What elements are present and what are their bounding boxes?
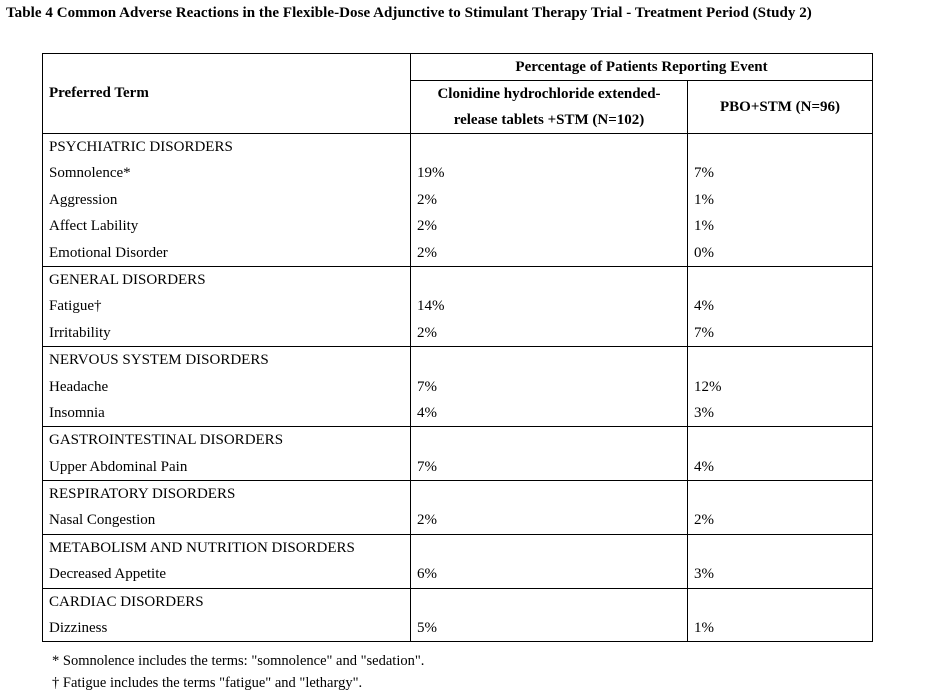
placebo-cell — [688, 134, 873, 267]
adverse-reactions-table — [42, 53, 873, 642]
header-clonidine-label: Clonidine hydrochloride extended-release tablets +STM (N=102) — [437, 86, 661, 128]
term-cell — [43, 481, 411, 535]
blank-line — [688, 134, 872, 160]
preferred-term: Affect Lability — [49, 218, 139, 235]
placebo-cell — [688, 266, 873, 346]
preferred-term: Aggression — [49, 191, 118, 208]
placebo-cell — [688, 534, 873, 588]
section-nervous-system-disorders — [43, 347, 873, 427]
section-heading: GASTROINTESTINAL DISORDERS — [49, 432, 284, 449]
preferred-term: Insomnia — [49, 404, 105, 421]
placebo-percentage: 2% — [694, 512, 714, 529]
term-cell — [43, 266, 411, 346]
blank-line — [411, 347, 687, 373]
clonidine-cell — [411, 427, 688, 481]
table-body — [43, 134, 873, 642]
preferred-term: Upper Abdominal Pain — [49, 458, 188, 475]
section-heading: METABOLISM AND NUTRITION DISORDERS — [49, 539, 355, 556]
blank-line — [688, 589, 872, 615]
placebo-percentage: 3% — [694, 566, 714, 583]
section-gastrointestinal-disorders — [43, 427, 873, 481]
placebo-cell — [688, 347, 873, 427]
section-heading: PSYCHIATRIC DISORDERS — [49, 139, 233, 155]
clonidine-percentage: 6% — [417, 566, 437, 583]
clonidine-percentage: 14% — [417, 298, 445, 315]
section-heading: CARDIAC DISORDERS — [49, 593, 204, 610]
placebo-cell — [688, 427, 873, 481]
preferred-term: Headache — [49, 378, 109, 395]
placebo-cell — [688, 481, 873, 535]
clonidine-percentage: 2% — [417, 191, 437, 208]
footnotes — [52, 651, 424, 694]
blank-line — [688, 535, 872, 561]
header-row-group — [43, 54, 873, 81]
placebo-percentage: 12% — [694, 378, 722, 395]
blank-line — [411, 427, 687, 453]
placebo-percentage: 1% — [694, 191, 714, 208]
clonidine-cell — [411, 588, 688, 642]
clonidine-percentage: 7% — [417, 458, 437, 475]
header-preferred-term: Preferred Term — [43, 54, 411, 134]
preferred-term: Fatigue† — [49, 298, 102, 315]
section-cardiac-disorders — [43, 588, 873, 642]
section-heading: GENERAL DISORDERS — [49, 271, 206, 288]
blank-line — [688, 481, 872, 507]
blank-line — [411, 589, 687, 615]
preferred-term: Emotional Disorder — [49, 244, 168, 261]
header-placebo-column: PBO+STM (N=96) — [688, 81, 873, 134]
clonidine-percentage: 7% — [417, 378, 437, 395]
placebo-percentage: 3% — [694, 404, 714, 421]
placebo-percentage: 4% — [694, 298, 714, 315]
placebo-percentage: 7% — [694, 165, 714, 182]
clonidine-percentage: 4% — [417, 404, 437, 421]
clonidine-percentage: 19% — [417, 165, 445, 182]
clonidine-percentage: 2% — [417, 324, 437, 341]
preferred-term: Dizziness — [49, 620, 108, 637]
term-cell — [43, 588, 411, 642]
clonidine-percentage: 5% — [417, 620, 437, 637]
clonidine-percentage: 2% — [417, 218, 437, 235]
clonidine-cell — [411, 481, 688, 535]
term-cell — [43, 534, 411, 588]
placebo-percentage: 1% — [694, 620, 714, 637]
placebo-percentage: 1% — [694, 218, 714, 235]
clonidine-cell — [411, 534, 688, 588]
term-cell — [43, 347, 411, 427]
clonidine-cell — [411, 134, 688, 267]
table-title: Table 4 Common Adverse Reactions in the Flexible-Dose Adjunctive to Stimulant Therapy Trial - Treatment Period (Study 2) — [6, 5, 812, 21]
clonidine-cell — [411, 347, 688, 427]
preferred-term: Irritability — [49, 324, 111, 341]
clonidine-percentage: 2% — [417, 244, 437, 261]
blank-line — [688, 347, 872, 373]
blank-line — [688, 427, 872, 453]
footnote-fatigue: † Fatigue includes the terms "fatigue" and "lethargy". — [52, 674, 363, 691]
section-heading: NERVOUS SYSTEM DISORDERS — [49, 352, 269, 369]
section-metabolism-and-nutrition-disorders — [43, 534, 873, 588]
blank-line — [411, 535, 687, 561]
section-heading: RESPIRATORY DISORDERS — [49, 486, 236, 503]
footnote-somnolence: * Somnolence includes the terms: "somnolence" and "sedation". — [52, 653, 425, 669]
blank-line — [411, 267, 687, 293]
blank-line — [688, 267, 872, 293]
placebo-percentage: 4% — [694, 458, 714, 475]
preferred-term: Nasal Congestion — [49, 512, 156, 529]
header-clonidine-column — [411, 81, 688, 134]
placebo-percentage: 0% — [694, 244, 714, 261]
preferred-term: Decreased Appetite — [49, 566, 167, 583]
placebo-percentage: 7% — [694, 324, 714, 341]
blank-line — [411, 134, 687, 160]
section-psychiatric-disorders — [43, 134, 873, 267]
section-respiratory-disorders — [43, 481, 873, 535]
section-general-disorders — [43, 266, 873, 346]
blank-line — [411, 481, 687, 507]
header-percentage-group: Percentage of Patients Reporting Event — [411, 54, 873, 81]
preferred-term: Somnolence* — [49, 165, 131, 182]
clonidine-percentage: 2% — [417, 512, 437, 529]
term-cell — [43, 134, 411, 267]
clonidine-cell — [411, 266, 688, 346]
term-cell — [43, 427, 411, 481]
placebo-cell — [688, 588, 873, 642]
